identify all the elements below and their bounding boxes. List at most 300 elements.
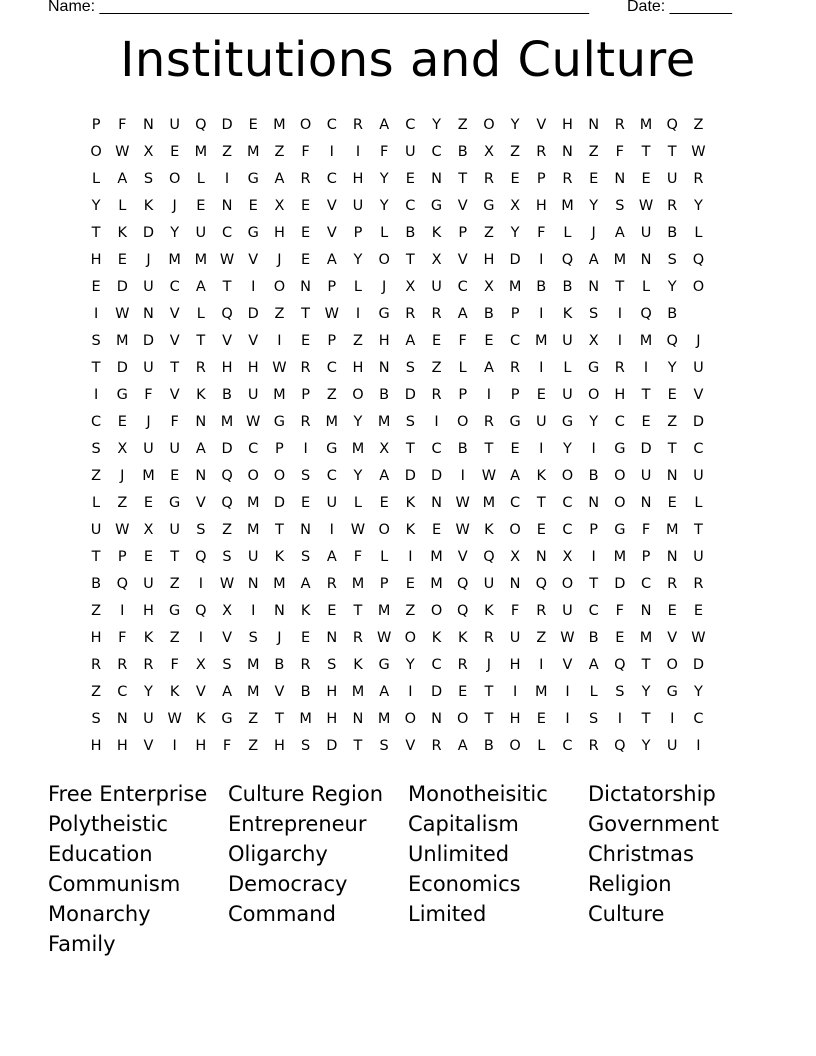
grid-letter: B xyxy=(379,387,390,403)
grid-letter: W xyxy=(324,306,339,322)
grid-letter: U xyxy=(562,387,573,403)
grid-letter: V xyxy=(326,225,337,241)
word-bank-item: Religion xyxy=(588,872,672,896)
grid-letter: O xyxy=(614,468,626,484)
grid-letter: H xyxy=(326,684,338,700)
grid-letter: Y xyxy=(693,684,703,700)
grid-letter: N xyxy=(221,198,233,214)
grid-letter: U xyxy=(483,576,495,592)
grid-letter: B xyxy=(300,684,311,700)
grid-letter: N xyxy=(195,468,207,484)
grid-letter: D xyxy=(116,360,128,376)
grid-letter: D xyxy=(692,657,704,673)
grid-letter: Y xyxy=(144,684,153,700)
grid-letter: M xyxy=(508,279,522,295)
grid-letter: U xyxy=(195,225,207,241)
grid-letter: A xyxy=(457,738,468,754)
grid-letter: C xyxy=(693,441,704,457)
grid-letter: S xyxy=(615,198,625,214)
grid-letter: S xyxy=(405,414,415,430)
grid-letter: J xyxy=(146,414,151,430)
grid-letter: C xyxy=(562,495,573,511)
grid-letter: U xyxy=(143,360,154,376)
grid-letter: E xyxy=(615,630,625,646)
grid-letter: R xyxy=(300,360,311,376)
grid-letter: U xyxy=(693,468,704,484)
grid-letter: C xyxy=(326,117,337,133)
grid-letter: Z xyxy=(91,603,102,619)
grid-letter: B xyxy=(405,225,416,241)
grid-letter: I xyxy=(539,657,544,673)
grid-letter: A xyxy=(300,576,311,592)
grid-letter: G xyxy=(378,657,390,673)
grid-letter: W xyxy=(691,630,706,646)
grid-letter: D xyxy=(404,468,416,484)
grid-letter: E xyxy=(458,684,468,700)
grid-letter: U xyxy=(247,387,259,403)
grid-letter: Y xyxy=(353,414,363,430)
grid-letter: D xyxy=(614,576,626,592)
grid-letter: S xyxy=(667,252,677,268)
grid-letter: M xyxy=(665,522,679,538)
grid-letter: H xyxy=(352,171,364,187)
grid-letter: Q xyxy=(666,117,678,133)
grid-letter: Z xyxy=(91,684,102,700)
grid-letter: P xyxy=(510,306,520,322)
grid-letter: L xyxy=(353,279,363,295)
grid-letter: T xyxy=(353,603,363,619)
grid-letter: Z xyxy=(693,117,704,133)
grid-letter: I xyxy=(617,333,622,349)
grid-letter: L xyxy=(458,360,467,376)
grid-letter: Z xyxy=(169,576,180,592)
grid-letter: R xyxy=(352,630,363,646)
grid-letter: H xyxy=(90,252,102,268)
grid-letter: X xyxy=(222,603,232,619)
grid-letter: N xyxy=(509,576,521,592)
grid-letter: S xyxy=(222,657,232,673)
grid-letter: R xyxy=(483,414,494,430)
grid-letter: C xyxy=(91,414,102,430)
grid-letter: U xyxy=(352,198,364,214)
grid-letter: L xyxy=(589,684,598,700)
grid-letter: I xyxy=(696,738,701,754)
grid-letter: M xyxy=(377,711,391,727)
grid-letter: M xyxy=(194,252,208,268)
grid-letter: O xyxy=(273,468,286,484)
grid-letter: J xyxy=(591,225,596,241)
grid-letter: N xyxy=(378,360,390,376)
grid-letter: E xyxy=(301,252,311,268)
grid-letter: P xyxy=(275,441,284,457)
grid-letter: Z xyxy=(274,144,285,160)
grid-letter: E xyxy=(693,603,703,619)
grid-letter: F xyxy=(353,549,363,565)
grid-letter: T xyxy=(405,441,415,457)
grid-letter: B xyxy=(562,279,573,295)
grid-letter: A xyxy=(222,684,232,700)
grid-letter: H xyxy=(535,198,547,214)
grid-letter: S xyxy=(91,333,101,349)
grid-letter: K xyxy=(143,630,154,646)
word-bank-item: Education xyxy=(48,842,153,866)
grid-letter: H xyxy=(195,738,207,754)
grid-letter: Y xyxy=(432,117,441,133)
grid-letter: Y xyxy=(379,198,389,214)
grid-letter: R xyxy=(326,576,337,592)
grid-letter: I xyxy=(539,252,544,268)
grid-letter: A xyxy=(405,333,416,349)
word-bank-item: Monarchy xyxy=(48,902,151,926)
grid-letter: R xyxy=(431,738,442,754)
grid-letter: O xyxy=(404,711,417,727)
grid-letter: E xyxy=(196,198,206,214)
grid-letter: Y xyxy=(589,414,599,430)
grid-letter: O xyxy=(378,522,390,538)
grid-letter: J xyxy=(172,198,177,214)
grid-letter: P xyxy=(641,549,651,565)
grid-letter: T xyxy=(458,171,468,187)
grid-letter: H xyxy=(247,360,259,376)
grid-letter: K xyxy=(196,711,206,727)
word-bank-item: Limited xyxy=(408,902,487,926)
grid-letter: R xyxy=(300,414,311,430)
grid-letter: Z xyxy=(248,738,259,754)
grid-letter: I xyxy=(512,684,518,700)
grid-letter: R xyxy=(536,144,547,160)
grid-letter: D xyxy=(247,306,259,322)
grid-letter: Z xyxy=(248,711,259,727)
grid-letter: I xyxy=(329,522,334,538)
grid-letter: V xyxy=(667,630,678,646)
grid-letter: F xyxy=(118,630,127,646)
grid-letter: T xyxy=(641,144,651,160)
grid-letter: U xyxy=(666,171,678,187)
grid-letter: J xyxy=(120,468,125,484)
grid-letter: A xyxy=(379,117,390,133)
grid-letter: X xyxy=(405,279,416,295)
grid-letter: K xyxy=(431,225,442,241)
grid-letter: N xyxy=(431,711,442,727)
grid-letter: Q xyxy=(666,333,678,349)
grid-letter: T xyxy=(274,711,284,727)
grid-letter: I xyxy=(251,603,256,619)
grid-letter: I xyxy=(486,387,492,403)
grid-letter: M xyxy=(246,522,260,538)
grid-letter: C xyxy=(221,225,233,241)
grid-letter: U xyxy=(143,576,154,592)
grid-letter: L xyxy=(92,171,101,187)
grid-letter: O xyxy=(430,603,443,619)
grid-letter: B xyxy=(667,225,678,241)
grid-letter: P xyxy=(510,387,520,403)
grid-letter: L xyxy=(196,306,205,322)
grid-letter: N xyxy=(352,711,364,727)
grid-letter: G xyxy=(116,387,128,403)
grid-letter: Z xyxy=(222,144,232,160)
grid-letter: X xyxy=(510,549,521,565)
grid-letter: R xyxy=(195,360,206,376)
grid-letter: R xyxy=(457,657,468,673)
grid-letter: K xyxy=(457,630,468,646)
word-bank-item: Family xyxy=(48,932,116,956)
grid-letter: K xyxy=(431,630,442,646)
grid-letter: W xyxy=(167,711,182,727)
grid-letter: R xyxy=(143,657,154,673)
grid-letter: Q xyxy=(640,306,652,322)
grid-letter: T xyxy=(536,495,546,511)
grid-letter: R xyxy=(91,657,102,673)
grid-letter: I xyxy=(93,306,99,322)
grid-letter: X xyxy=(562,549,573,565)
grid-letter: C xyxy=(562,738,573,754)
grid-letter: H xyxy=(483,252,495,268)
grid-letter: O xyxy=(299,117,312,133)
grid-letter: Y xyxy=(170,225,180,241)
grid-letter: O xyxy=(247,468,259,484)
grid-letter: E xyxy=(91,279,101,295)
grid-letter: S xyxy=(222,549,232,565)
grid-letter: V xyxy=(143,738,154,754)
word-bank-item: Dictatorship xyxy=(588,782,716,806)
grid-letter: R xyxy=(562,171,573,187)
grid-letter: R xyxy=(405,306,416,322)
grid-letter: T xyxy=(693,522,703,538)
grid-letter: E xyxy=(117,252,127,268)
grid-letter: E xyxy=(667,495,677,511)
grid-letter: Q xyxy=(692,252,705,268)
grid-letter: Z xyxy=(667,414,678,430)
grid-letter: N xyxy=(300,279,312,295)
grid-letter: S xyxy=(589,711,599,727)
grid-letter: L xyxy=(196,171,205,187)
grid-letter: U xyxy=(169,441,180,457)
grid-letter: R xyxy=(431,387,442,403)
grid-letter: M xyxy=(246,657,260,673)
grid-letter: T xyxy=(301,306,311,322)
grid-letter: E xyxy=(484,333,494,349)
grid-letter: U xyxy=(562,333,573,349)
word-bank-item: Communism xyxy=(48,872,181,896)
grid-letter: M xyxy=(535,333,548,349)
grid-letter: F xyxy=(170,414,179,430)
grid-letter: F xyxy=(458,333,467,349)
grid-letter: X xyxy=(510,198,521,214)
grid-letter: H xyxy=(562,117,573,133)
grid-letter: O xyxy=(587,387,600,403)
worksheet-header xyxy=(48,0,748,20)
grid-letter: O xyxy=(273,279,286,295)
grid-letter: T xyxy=(91,549,101,565)
grid-letter: D xyxy=(142,333,155,349)
grid-letter: Z xyxy=(483,225,494,241)
grid-letter: H xyxy=(90,738,102,754)
grid-letter: U xyxy=(693,549,704,565)
grid-letter: E xyxy=(667,603,677,619)
grid-letter: R xyxy=(352,117,363,133)
grid-letter: V xyxy=(222,333,232,349)
grid-letter: E xyxy=(301,333,311,349)
grid-letter: N xyxy=(116,711,128,727)
grid-letter: T xyxy=(589,576,599,592)
grid-letter: K xyxy=(405,495,416,511)
grid-letter: C xyxy=(405,117,416,133)
grid-letter: U xyxy=(143,441,154,457)
grid-letter: I xyxy=(355,306,361,322)
grid-letter: V xyxy=(248,333,259,349)
grid-letter: Z xyxy=(91,468,102,484)
grid-letter: H xyxy=(614,387,626,403)
grid-letter: W xyxy=(219,576,235,592)
grid-letter: B xyxy=(483,306,494,322)
grid-letter: P xyxy=(301,387,310,403)
grid-letter: U xyxy=(143,711,154,727)
grid-letter: C xyxy=(640,576,652,592)
grid-letter: O xyxy=(404,630,417,646)
grid-letter: L xyxy=(353,495,363,511)
grid-letter: F xyxy=(379,144,389,160)
grid-letter: E xyxy=(301,198,311,214)
grid-letter: I xyxy=(591,441,596,457)
grid-letter: O xyxy=(168,171,181,187)
grid-letter: M xyxy=(639,117,653,133)
grid-letter: M xyxy=(613,549,627,565)
grid-letter: A xyxy=(274,171,285,187)
grid-letter: M xyxy=(246,684,260,700)
grid-letter: E xyxy=(379,495,389,511)
grid-letter: N xyxy=(666,468,678,484)
grid-letter: M xyxy=(325,414,339,430)
grid-letter: A xyxy=(326,549,337,565)
grid-letter: N xyxy=(614,171,626,187)
grid-letter: Q xyxy=(614,657,626,673)
grid-letter: X xyxy=(274,198,285,214)
grid-letter: Q xyxy=(457,603,469,619)
grid-letter: E xyxy=(301,630,311,646)
grid-letter: X xyxy=(143,144,154,160)
grid-letter: J xyxy=(146,252,151,268)
grid-letter: P xyxy=(327,333,337,349)
grid-letter: C xyxy=(405,198,416,214)
grid-letter: M xyxy=(246,144,260,160)
grid-letter: B xyxy=(588,468,599,484)
grid-letter: L xyxy=(118,198,127,214)
grid-letter: Y xyxy=(510,117,520,133)
grid-letter: C xyxy=(431,441,442,457)
grid-letter: V xyxy=(457,198,468,214)
word-bank-item: Economics xyxy=(408,872,521,896)
grid-letter: B xyxy=(588,630,599,646)
grid-letter: L xyxy=(694,225,703,241)
grid-letter: E xyxy=(405,171,415,187)
grid-letter: E xyxy=(405,576,415,592)
grid-letter: A xyxy=(510,468,521,484)
grid-letter: V xyxy=(326,198,337,214)
grid-letter: I xyxy=(224,171,230,187)
grid-letter: K xyxy=(562,306,573,322)
grid-letter: I xyxy=(198,576,203,592)
grid-letter: N xyxy=(195,414,207,430)
word-bank-item: Christmas xyxy=(588,842,694,866)
grid-letter: F xyxy=(222,738,232,754)
grid-letter: H xyxy=(509,711,521,727)
grid-letter: I xyxy=(93,387,99,403)
grid-letter: T xyxy=(222,279,232,295)
grid-letter: M xyxy=(430,576,443,592)
grid-letter: A xyxy=(614,225,625,241)
grid-letter: W xyxy=(455,522,470,538)
grid-letter: R xyxy=(117,657,128,673)
grid-letter: B xyxy=(667,306,678,322)
grid-letter: O xyxy=(378,252,390,268)
grid-letter: M xyxy=(142,468,155,484)
grid-letter: M xyxy=(351,441,365,457)
grid-letter: C xyxy=(510,333,521,349)
grid-letter: P xyxy=(536,171,546,187)
grid-letter: E xyxy=(536,522,546,538)
letter-grid xyxy=(83,112,738,760)
grid-letter: C xyxy=(431,657,442,673)
grid-letter: D xyxy=(221,117,233,133)
grid-letter: E xyxy=(143,495,154,511)
grid-letter: Y xyxy=(667,360,677,376)
grid-letter: F xyxy=(615,603,625,619)
grid-letter: R xyxy=(483,630,494,646)
grid-letter: E xyxy=(589,171,599,187)
grid-letter: I xyxy=(303,441,308,457)
grid-letter: L xyxy=(537,738,546,754)
grid-letter: H xyxy=(143,603,154,619)
grid-letter: L xyxy=(563,360,572,376)
grid-letter: F xyxy=(118,117,127,133)
grid-letter: Q xyxy=(221,495,233,511)
grid-letter: G xyxy=(561,414,574,430)
grid-letter: I xyxy=(617,711,622,727)
grid-letter: N xyxy=(562,144,573,160)
grid-letter: P xyxy=(327,279,337,295)
grid-letter: Q xyxy=(195,603,207,619)
grid-letter: N xyxy=(247,576,259,592)
grid-letter: B xyxy=(457,144,468,160)
grid-letter: N xyxy=(588,279,600,295)
grid-letter: O xyxy=(457,711,469,727)
grid-letter: X xyxy=(483,144,494,160)
grid-letter: G xyxy=(273,414,286,430)
grid-letter: M xyxy=(639,630,653,646)
grid-letter: M xyxy=(430,549,443,565)
grid-letter: E xyxy=(641,171,651,187)
grid-letter: I xyxy=(120,603,125,619)
grid-letter: K xyxy=(484,603,494,619)
grid-letter: M xyxy=(246,495,260,511)
grid-letter: L xyxy=(92,495,101,511)
grid-letter: B xyxy=(274,657,285,673)
grid-letter: W xyxy=(115,306,130,322)
grid-letter: W xyxy=(246,414,261,430)
word-bank-item: Culture xyxy=(588,902,665,926)
grid-letter: S xyxy=(300,738,311,754)
grid-letter: M xyxy=(482,495,496,511)
grid-letter: T xyxy=(667,441,677,457)
word-bank-item: Unlimited xyxy=(408,842,510,866)
grid-letter: A xyxy=(326,252,337,268)
grid-letter: U xyxy=(405,144,416,160)
grid-letter: E xyxy=(301,495,311,511)
grid-letter: E xyxy=(117,414,127,430)
grid-letter: V xyxy=(195,495,206,511)
grid-letter: D xyxy=(116,279,128,295)
grid-letter: Y xyxy=(353,468,363,484)
